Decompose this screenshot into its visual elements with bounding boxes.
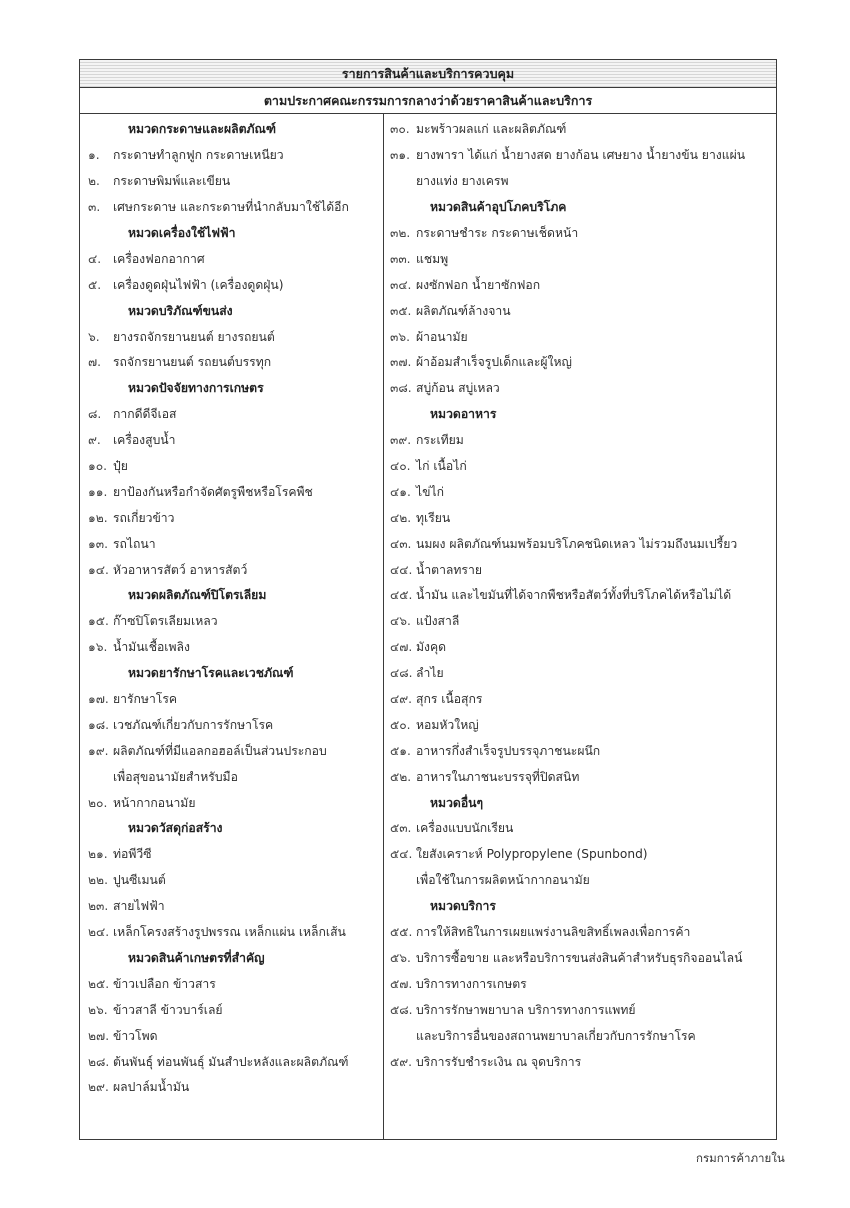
item-text: ใยสังเคราะห์ Polypropylene (Spunbond) bbox=[416, 847, 648, 862]
item-number: ๑๒. bbox=[88, 510, 108, 525]
item-text: ผ้าอ้อมสำเร็จรูปเด็กและผู้ใหญ่ bbox=[416, 355, 572, 370]
category-heading bbox=[80, 298, 383, 324]
item-number: ๑๙. bbox=[88, 743, 109, 758]
item-text: เหล็กโครงสร้างรูปพรรณ เหล็กแผ่น เหล็กเส้น bbox=[113, 925, 346, 940]
item-number: ๒๘. bbox=[88, 1054, 110, 1069]
item-text: เวชภัณฑ์เกี่ยวกับการรักษาโรค bbox=[113, 717, 274, 732]
category-heading bbox=[80, 661, 383, 687]
list-item bbox=[80, 687, 383, 713]
item-number: ๒๒. bbox=[88, 873, 108, 888]
list-item bbox=[384, 428, 776, 454]
item-number: ๙. bbox=[88, 433, 101, 448]
list-item-continuation bbox=[384, 1023, 776, 1049]
list-item bbox=[80, 609, 383, 635]
category-label: หมวดผลิตภัณฑ์ปิโตรเลียม bbox=[128, 588, 267, 603]
item-text: ท่อพีวีซี bbox=[113, 847, 152, 862]
list-item bbox=[384, 246, 776, 272]
item-text: เครื่องสูบน้ำ bbox=[113, 433, 176, 448]
item-text: เครื่องดูดฝุ่นไฟฟ้า (เครื่องดูดฝุ่น) bbox=[113, 277, 284, 292]
category-label: หมวดยารักษาโรคและเวชภัณฑ์ bbox=[128, 666, 294, 681]
list-item bbox=[384, 117, 776, 143]
list-item bbox=[384, 661, 776, 687]
category-heading bbox=[80, 376, 383, 402]
item-text: หน้ากากอนามัย bbox=[113, 795, 196, 810]
list-item bbox=[80, 842, 383, 868]
item-number: ๓๘. bbox=[390, 381, 412, 396]
item-text: อาหารกึ่งสำเร็จรูปบรรจุภาชนะผนึก bbox=[416, 743, 601, 758]
table-title-row bbox=[80, 60, 776, 88]
item-text: การให้สิทธิในการเผยแพร่งานลิขสิทธิ์เพลงเพื่อการค้า bbox=[416, 925, 691, 940]
item-number: ๓๔. bbox=[390, 277, 412, 292]
list-item bbox=[80, 997, 383, 1023]
item-text: สุกร เนื้อสุกร bbox=[416, 692, 483, 707]
item-text: ยางพารา ได้แก่ น้ำยางสด ยางก้อน เศษยาง น้ำยางข้น ยางแผ่น bbox=[416, 148, 746, 163]
item-text: น้ำมัน และไขมันที่ได้จากพืชหรือสัตว์ทั้งที่บริโภคได้หรือไม่ได้ bbox=[416, 588, 732, 603]
list-item bbox=[384, 997, 776, 1023]
item-number: ๔๗. bbox=[390, 640, 413, 655]
list-item-continuation bbox=[384, 868, 776, 894]
item-number: ๔๑. bbox=[390, 484, 411, 499]
item-number: ๑๓. bbox=[88, 536, 108, 551]
item-number: ๔๘. bbox=[390, 666, 413, 681]
table-subtitle: ตามประกาศคณะกรรมการกลางว่าด้วยราคาสินค้าและบริการ bbox=[263, 92, 593, 108]
item-number: ๒๑. bbox=[88, 847, 108, 862]
item-number: ๑๖. bbox=[88, 640, 108, 655]
item-number: ๒๔. bbox=[88, 925, 110, 940]
item-text: กระดาษชำระ กระดาษเช็ดหน้า bbox=[416, 226, 579, 240]
item-text: ลำไย bbox=[416, 666, 444, 681]
list-item bbox=[384, 531, 776, 557]
item-number: ๔๐. bbox=[390, 459, 411, 474]
right-column bbox=[384, 114, 776, 1139]
list-item bbox=[384, 764, 776, 790]
item-text: เครื่องแบบนักเรียน bbox=[416, 821, 514, 836]
item-text: ปูนซีเมนต์ bbox=[113, 873, 166, 888]
item-text: รถเกี่ยวข้าว bbox=[113, 510, 175, 525]
category-heading bbox=[384, 402, 776, 428]
item-number: ๕๐. bbox=[390, 717, 411, 732]
list-item bbox=[384, 1049, 776, 1075]
item-number: ๑๗. bbox=[88, 692, 109, 707]
category-label: หมวดกระดาษและผลิตภัณฑ์ bbox=[128, 122, 276, 137]
item-text: ข้าวสาลี ข้าวบาร์เลย์ bbox=[113, 1002, 223, 1017]
list-item bbox=[80, 635, 383, 661]
item-text: เพื่อสุขอนามัยสำหรับมือ bbox=[113, 769, 238, 784]
item-text: สบู่ก้อน สบู่เหลว bbox=[416, 381, 500, 396]
item-number: ๑๔. bbox=[88, 562, 109, 577]
list-item bbox=[384, 583, 776, 609]
item-text: ทุเรียน bbox=[416, 510, 451, 525]
list-item bbox=[384, 324, 776, 350]
item-number: ๑๘. bbox=[88, 717, 110, 732]
item-text: บริการทางการเกษตร bbox=[416, 976, 527, 991]
item-text: ยางรถจักรยานยนต์ ยางรถยนต์ bbox=[113, 329, 275, 344]
controlled-goods-table bbox=[79, 59, 777, 1140]
item-number: ๕๕. bbox=[390, 925, 413, 940]
item-text: แป้งสาลี bbox=[416, 614, 460, 629]
list-item bbox=[80, 479, 383, 505]
list-item bbox=[80, 790, 383, 816]
item-number: ๔๙. bbox=[390, 692, 413, 707]
item-text: นมผง ผลิตภัณฑ์นมพร้อมบริโภคชนิดเหลว ไม่รวมถึงนมเปรี้ยว bbox=[416, 536, 738, 551]
category-label: หมวดสินค้าเกษตรที่สำคัญ bbox=[128, 950, 265, 965]
item-number: ๓๕. bbox=[390, 303, 412, 318]
category-label: หมวดสินค้าอุปโภคบริโภค bbox=[430, 200, 567, 215]
list-item bbox=[384, 376, 776, 402]
item-text: ผลปาล์มน้ำมัน bbox=[113, 1080, 190, 1095]
item-number: ๕๖. bbox=[390, 950, 411, 965]
list-item bbox=[80, 402, 383, 428]
item-text: เศษกระดาษ และกระดาษที่นำกลับมาใช้ได้อีก bbox=[113, 200, 349, 215]
list-item bbox=[384, 635, 776, 661]
item-number: ๒. bbox=[88, 174, 100, 189]
item-text: กระเทียม bbox=[416, 433, 464, 448]
item-number: ๔๒. bbox=[390, 510, 412, 525]
item-number: ๒๕. bbox=[88, 976, 110, 991]
list-item bbox=[384, 816, 776, 842]
left-column bbox=[80, 114, 384, 1139]
issuer-label: กรมการค้าภายใน bbox=[696, 1151, 785, 1165]
list-item bbox=[80, 272, 383, 298]
item-text: ยารักษาโรค bbox=[113, 692, 178, 707]
list-item bbox=[80, 195, 383, 221]
category-label: หมวดบริการ bbox=[430, 899, 496, 914]
list-item-continuation bbox=[80, 764, 383, 790]
category-heading bbox=[80, 221, 383, 247]
item-number: ๓. bbox=[88, 200, 101, 215]
item-text: และบริการอื่นของสถานพยาบาลเกี่ยวกับการรักษาโรค bbox=[416, 1028, 696, 1043]
item-number: ๒๓. bbox=[88, 899, 109, 914]
item-number: ๑๑. bbox=[88, 484, 108, 499]
item-number: ๑๐. bbox=[88, 459, 108, 474]
item-text: ผงซักฟอก น้ำยาซักฟอก bbox=[416, 277, 541, 292]
list-item bbox=[384, 738, 776, 764]
item-text: กากดีดีจีเอส bbox=[113, 407, 177, 422]
list-item bbox=[80, 1075, 383, 1101]
list-item bbox=[80, 894, 383, 920]
list-item bbox=[384, 505, 776, 531]
item-text: เครื่องฟอกอากาศ bbox=[113, 251, 205, 266]
list-item bbox=[384, 557, 776, 583]
item-text: มะพร้าวผลแก่ และผลิตภัณฑ์ bbox=[416, 122, 567, 137]
category-heading bbox=[80, 816, 383, 842]
list-item bbox=[80, 920, 383, 946]
list-item bbox=[384, 971, 776, 997]
category-label: หมวดอื่นๆ bbox=[430, 795, 484, 810]
list-item bbox=[384, 272, 776, 298]
list-item bbox=[384, 298, 776, 324]
item-number: ๓๗. bbox=[390, 355, 412, 370]
item-number: ๔๔. bbox=[390, 562, 413, 577]
list-item bbox=[80, 324, 383, 350]
item-number: ๒๖. bbox=[88, 1002, 108, 1017]
item-text: บริการรับชำระเงิน ณ จุดบริการ bbox=[416, 1054, 582, 1069]
item-number: ๕๑. bbox=[390, 743, 411, 758]
item-number: ๕๗. bbox=[390, 976, 413, 991]
item-text: ข้าวโพด bbox=[113, 1028, 158, 1043]
item-number: ๓๑. bbox=[390, 148, 410, 163]
list-item bbox=[80, 246, 383, 272]
item-number: ๕๔. bbox=[390, 847, 413, 862]
item-text: ไก่ เนื้อไก่ bbox=[416, 459, 467, 474]
list-item bbox=[80, 971, 383, 997]
category-label: หมวดเครื่องใช้ไฟฟ้า bbox=[128, 226, 236, 240]
item-number: ๖. bbox=[88, 329, 100, 344]
list-item bbox=[80, 505, 383, 531]
item-number: ๓๙. bbox=[390, 433, 412, 448]
list-item bbox=[384, 143, 776, 169]
list-item bbox=[80, 868, 383, 894]
item-text: เพื่อใช้ในการผลิตหน้ากากอนามัย bbox=[416, 873, 590, 888]
item-text: ผลิตภัณฑ์ที่มีแอลกอฮอล์เป็นส่วนประกอบ bbox=[113, 743, 327, 758]
list-item bbox=[384, 479, 776, 505]
item-number: ๒๐. bbox=[88, 795, 108, 810]
list-item bbox=[80, 454, 383, 480]
item-number: ๕๘. bbox=[390, 1002, 413, 1017]
list-item bbox=[384, 454, 776, 480]
table-title: รายการสินค้าและบริการควบคุม bbox=[341, 65, 515, 81]
item-text: รถจักรยานยนต์ รถยนต์บรรทุก bbox=[113, 355, 272, 370]
table-subtitle-row bbox=[80, 88, 776, 114]
category-label: หมวดบริภัณฑ์ขนส่ง bbox=[128, 303, 233, 318]
list-item bbox=[384, 842, 776, 868]
item-text: มังคุด bbox=[416, 640, 447, 655]
item-number: ๔๖. bbox=[390, 614, 411, 629]
category-heading bbox=[384, 894, 776, 920]
item-text: น้ำตาลทราย bbox=[416, 562, 482, 577]
list-item bbox=[80, 531, 383, 557]
item-text: กระดาษทำลูกฟูก กระดาษเหนียว bbox=[113, 148, 284, 163]
item-text: หัวอาหารสัตว์ อาหารสัตว์ bbox=[113, 562, 248, 577]
item-number: ๗. bbox=[88, 355, 102, 370]
item-text: น้ำมันเชื้อเพลิง bbox=[113, 640, 190, 655]
item-number: ๓๒. bbox=[390, 226, 411, 240]
category-heading bbox=[384, 195, 776, 221]
list-item bbox=[80, 1023, 383, 1049]
item-number: ๓๖. bbox=[390, 329, 410, 344]
table-body bbox=[80, 114, 776, 1139]
item-number: ๑. bbox=[88, 148, 100, 163]
list-item bbox=[384, 221, 776, 247]
list-item bbox=[80, 557, 383, 583]
item-text: บริการซื้อขาย และหรือบริการขนส่งสินค้าสำหรับธุรกิจออนไลน์ bbox=[416, 950, 743, 965]
item-number: ๔๕. bbox=[390, 588, 413, 603]
category-label: หมวดวัสดุก่อสร้าง bbox=[128, 821, 223, 836]
item-text: ผ้าอนามัย bbox=[416, 329, 468, 344]
item-number: ๕๓. bbox=[390, 821, 412, 836]
item-text: หอมหัวใหญ่ bbox=[416, 717, 479, 732]
item-text: รถไถนา bbox=[113, 536, 156, 551]
list-item bbox=[80, 169, 383, 195]
list-item bbox=[80, 143, 383, 169]
item-text: ยาป้องกันหรือกำจัดศัตรูพืชหรือโรคพืช bbox=[113, 484, 313, 499]
list-item bbox=[384, 712, 776, 738]
item-number: ๓๐. bbox=[390, 122, 410, 137]
list-item bbox=[80, 350, 383, 376]
item-text: ปุ๋ย bbox=[113, 459, 128, 474]
list-item bbox=[80, 738, 383, 764]
list-item bbox=[384, 350, 776, 376]
list-item-continuation bbox=[384, 169, 776, 195]
list-item bbox=[384, 946, 776, 972]
item-text: ผลิตภัณฑ์ล้างจาน bbox=[416, 303, 511, 318]
list-item bbox=[80, 428, 383, 454]
item-number: ๒๗. bbox=[88, 1028, 110, 1043]
list-item bbox=[384, 687, 776, 713]
item-text: อาหารในภาชนะบรรจุที่ปิดสนิท bbox=[416, 769, 580, 784]
item-number: ๓๓. bbox=[390, 251, 411, 266]
list-item bbox=[80, 1049, 383, 1075]
category-label: หมวดปัจจัยทางการเกษตร bbox=[128, 381, 264, 396]
item-text: สายไฟฟ้า bbox=[113, 899, 165, 914]
item-text: บริการรักษาพยาบาล บริการทางการแพทย์ bbox=[416, 1002, 636, 1017]
item-text: ยางแท่ง ยางเครพ bbox=[416, 174, 509, 189]
item-number: ๒๙. bbox=[88, 1080, 109, 1095]
category-heading bbox=[80, 117, 383, 143]
item-text: ต้นพันธุ์ ท่อนพันธุ์ มันสำปะหลังและผลิตภัณฑ์ bbox=[113, 1054, 349, 1069]
category-label: หมวดอาหาร bbox=[430, 407, 497, 422]
item-number: ๕. bbox=[88, 277, 102, 292]
item-text: ไข่ไก่ bbox=[416, 484, 444, 499]
item-number: ๘. bbox=[88, 407, 102, 422]
item-number: ๕๙. bbox=[390, 1054, 413, 1069]
item-text: ข้าวเปลือก ข้าวสาร bbox=[113, 976, 216, 991]
item-text: ก๊าซปิโตรเลียมเหลว bbox=[113, 614, 218, 629]
item-text: กระดาษพิมพ์และเขียน bbox=[113, 174, 231, 189]
list-item bbox=[384, 609, 776, 635]
list-item bbox=[384, 920, 776, 946]
item-number: ๑๕. bbox=[88, 614, 109, 629]
category-heading bbox=[80, 946, 383, 972]
item-number: ๕๒. bbox=[390, 769, 412, 784]
category-heading bbox=[80, 583, 383, 609]
item-text: แชมพู bbox=[416, 251, 449, 266]
item-number: ๔๓. bbox=[390, 536, 412, 551]
item-number: ๔. bbox=[88, 251, 102, 266]
list-item bbox=[80, 712, 383, 738]
category-heading bbox=[384, 790, 776, 816]
